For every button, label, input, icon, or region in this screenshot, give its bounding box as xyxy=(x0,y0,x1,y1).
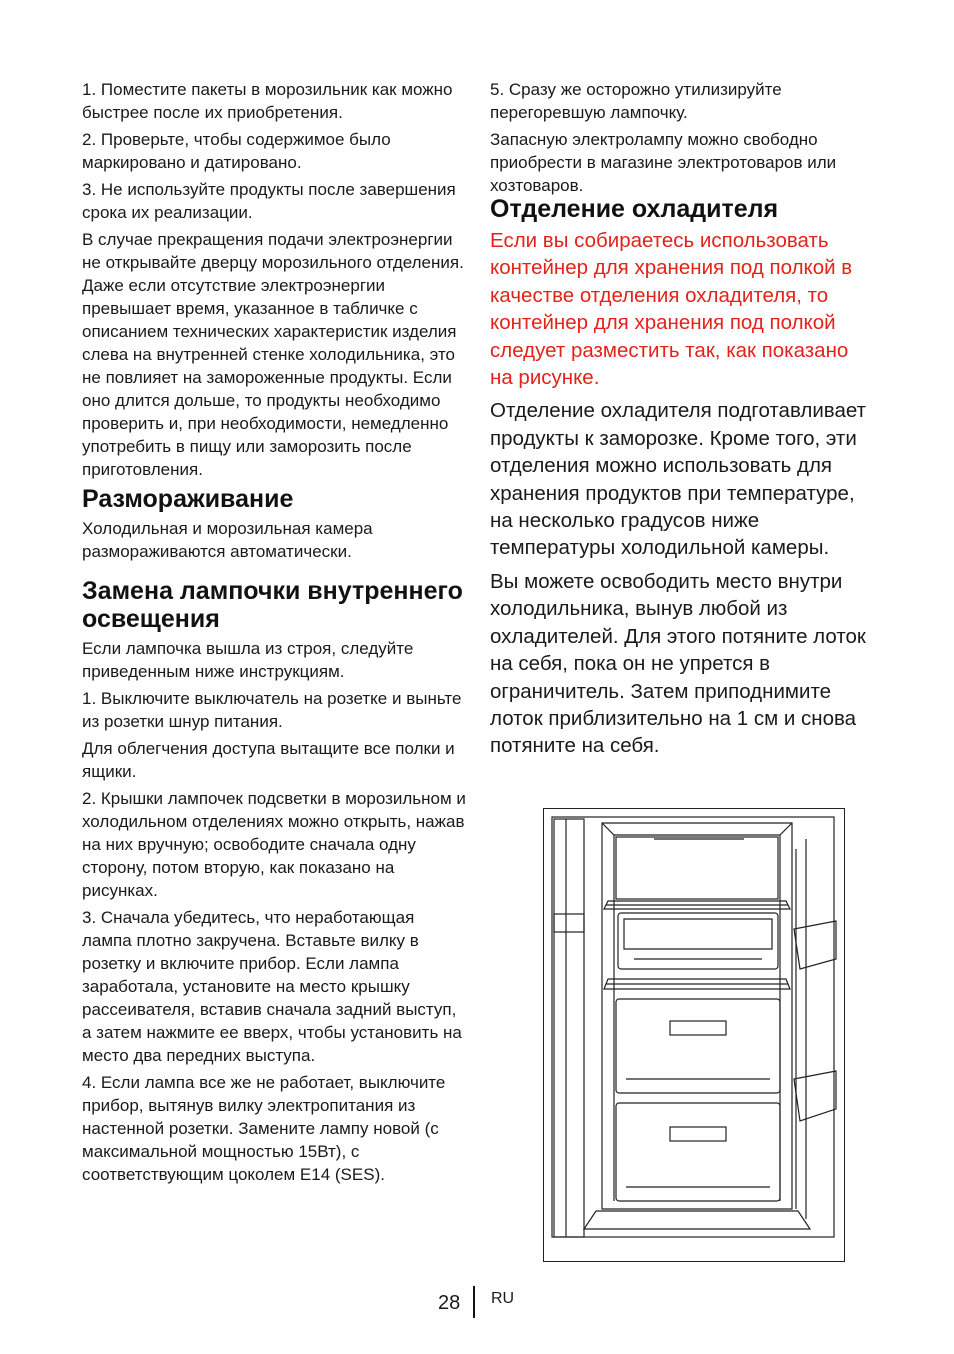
page-number: 28 xyxy=(438,1292,461,1314)
heading-defrost: Размораживание xyxy=(82,485,294,513)
paragraph: Холодильная и морозильная камера размораживаются автоматически. xyxy=(82,519,373,561)
paragraph: 2. Проверьте, чтобы содержимое было маркировано и датировано. xyxy=(82,130,391,172)
paragraph: 3. Сначала убедитесь, что неработающая лампа плотно закручена. Вставьте вилку в розетку и включите прибор. Если лампа заработала, установите на место крышку рассеивателя, вставив сначала задний выступ, а затем нажмите ее вверх, чтобы установить на место два передних выступа. xyxy=(82,908,462,1065)
paragraph: 4. Если лампа все же не работает, выключите прибор, вытянув вилку электропитания из настенной розетки. Замените лампу новой (с максимальной мощностью 15Вт), с соответствующим цоколем E14 (SES). xyxy=(82,1073,446,1184)
left-column xyxy=(82,78,466,1190)
right-column xyxy=(490,78,876,766)
warning-paragraph: Если вы собираетесь использовать контейнер для хранения под полкой в качестве отделения охладителя, то контейнер для хранения под полкой следует разместить так, как показано на рисунке. xyxy=(490,229,853,390)
fridge-illustration xyxy=(543,808,845,1262)
fridge-drawing xyxy=(544,809,843,1260)
paragraph: Запасную электролампу можно свободно приобрести в магазине электротоваров или хозтоваров. xyxy=(490,130,837,195)
language-code: RU xyxy=(491,1290,515,1307)
paragraph: 3. Не используйте продукты после завершения срока их реализации. xyxy=(82,180,456,222)
heading-chiller: Отделение охладителя xyxy=(490,195,779,223)
paragraph: Для облегчения доступа вытащите все полки и ящики. xyxy=(82,739,455,781)
paragraph: 5. Сразу же осторожно утилизируйте перегоревшую лампочку. xyxy=(490,80,782,122)
page-footer xyxy=(0,1286,954,1326)
paragraph: Отделение охладителя подготавливает продукты к заморозке. Кроме того, эти отделения можно использовать для хранения продуктов при температуре, на несколько градусов ниже температуры холодильной камеры. xyxy=(490,399,866,560)
footer-divider xyxy=(473,1286,475,1318)
paragraph: В случае прекращения подачи электроэнергии не открывайте дверцу морозильного отделения. Даже если отсутствие электроэнергии превышает время, указанное в табличке с описанием технических характеристик изделия слева на внутренней стенке холодильника, это не повлияет на замороженные продукты. Если оно длится дольше, то продукты необходимо проверить и, при необходимости, немедленно употребить в пищу или заморозить после приготовления. xyxy=(82,230,464,479)
paragraph: Если лампочка вышла из строя, следуйте приведенным ниже инструкциям. xyxy=(82,639,414,681)
paragraph: 2. Крышки лампочек подсветки в морозильном и холодильном отделениях можно открыть, нажав на них вручную; освободите сначала одну сторону, потом вторую, как показано на рисунках. xyxy=(82,789,466,900)
paragraph: Вы можете освободить место внутри холодильника, вынув любой из охладителей. Для этого потяните лоток на себя, пока он не упрется в ограничитель. Затем приподнимите лоток приблизительно на 1 см и снова потяните на себя. xyxy=(490,569,866,758)
paragraph: 1. Поместите пакеты в морозильник как можно быстрее после их приобретения. xyxy=(82,80,453,122)
paragraph: 1. Выключите выключатель на розетке и выньте из розетки шнур питания. xyxy=(82,689,462,731)
heading-lamp-replacement: Замена лампочки внутреннего освещения xyxy=(82,577,463,633)
